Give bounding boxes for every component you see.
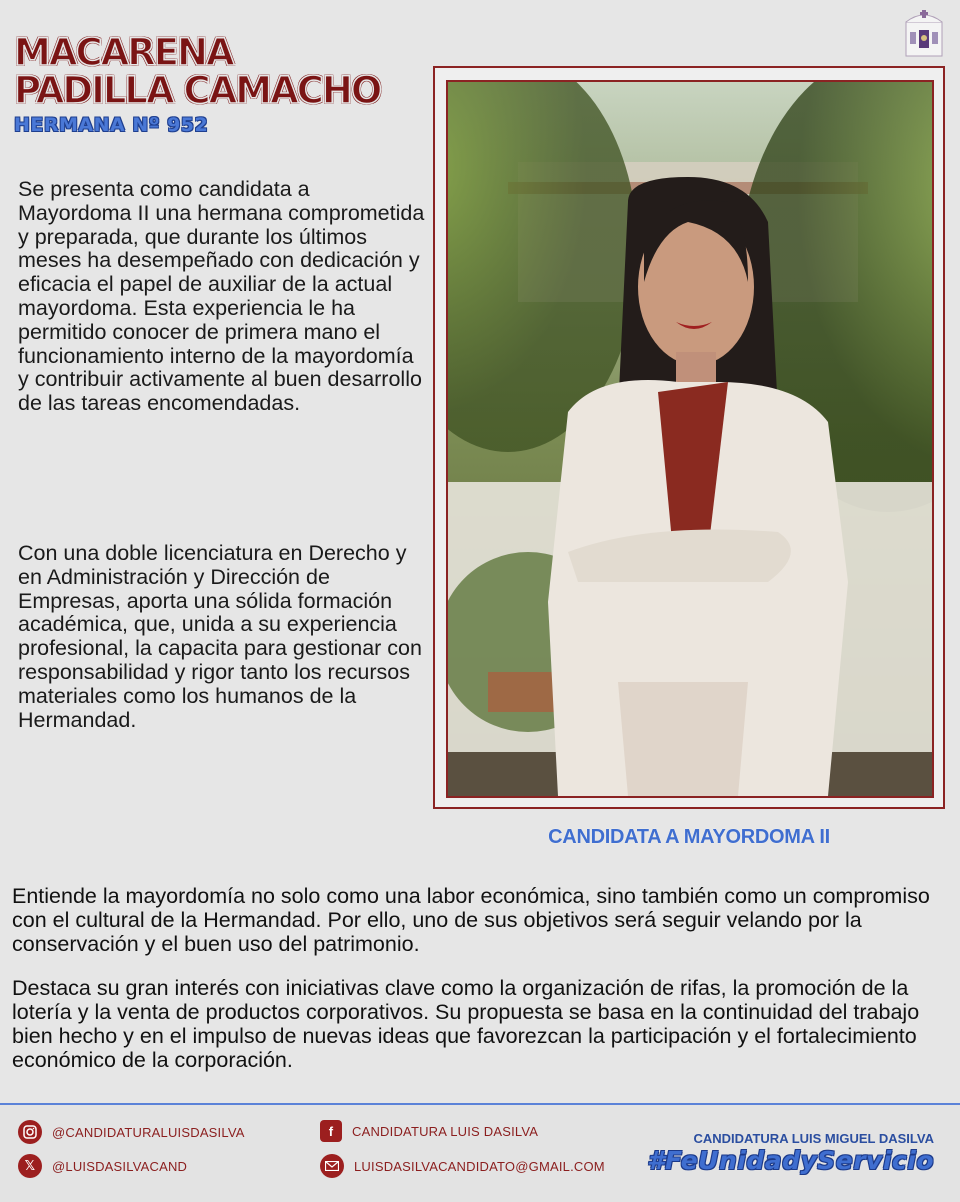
campaign-hashtag: #FeUnidadyServicio xyxy=(647,1146,934,1175)
x-icon: 𝕏 xyxy=(18,1154,42,1178)
email-address: LUISDASILVACANDIDATO@GMAIL.COM xyxy=(354,1158,605,1174)
body-text-1: Entiende la mayordomía no solo como una labor económica, sino también como un compromiso con el cultural de la Hermandad. Por ello, uno de sus objetivos será seguir velando por la conservación y el buen uso del patrimonio. xyxy=(12,884,930,956)
facebook-link[interactable] xyxy=(320,1120,538,1142)
candidate-name xyxy=(14,31,381,112)
bio-text-1: Se presenta como candidata a Mayordoma II una hermana comprometida y preparada, que durante los últimos meses ha desempeñado con dedicación y eficacia el papel de auxiliar de la actual mayordoma. Esta experiencia le ha permitido conocer de primera mano el funcionamiento interno de la mayordomía y contribuir activamente al buen desarrollo de las tareas encomendadas. xyxy=(18,177,425,416)
instagram-handle: @CANDIDATURALUISDASILVA xyxy=(52,1124,245,1140)
candidate-first-name: MACARENA xyxy=(14,31,233,74)
body-paragraph-1 xyxy=(12,884,948,956)
member-number: HERMANA Nº 952 xyxy=(14,114,209,136)
instagram-icon xyxy=(18,1120,42,1144)
body-text-2: Destaca su gran interés con iniciativas clave como la organización de rifas, la promoción de la lotería y la venta de productos corporativos. Su propuesta se basa en la continuidad del trabajo bien hecho y en el impulso de nuevas ideas que favorezcan la participación y el fortalecimiento económico de la corporación. xyxy=(12,976,920,1072)
bio-text-2: Con una doble licenciatura en Derecho y en Administración y Dirección de Empresas, aporta una sólida formación académica, que, unida a su experiencia profesional, la capacita para gestionar con responsabilidad y rigor tanto los recursos materiales como los humanos de la Hermandad. xyxy=(18,541,422,732)
x-handle: @LUISDASILVACAND xyxy=(52,1158,188,1174)
bio-paragraph-1 xyxy=(18,178,428,416)
brotherhood-crest-icon xyxy=(904,8,944,58)
campaign-title: CANDIDATURA LUIS MIGUEL DASILVA xyxy=(693,1131,934,1146)
candidate-photo xyxy=(446,80,934,798)
facebook-page: CANDIDATURA LUIS DASILVA xyxy=(352,1123,539,1139)
facebook-icon: f xyxy=(320,1120,342,1142)
instagram-link[interactable] xyxy=(18,1120,245,1144)
mail-icon xyxy=(320,1154,344,1178)
body-paragraph-2 xyxy=(12,976,948,1072)
email-link[interactable] xyxy=(320,1154,605,1178)
bio-paragraph-2 xyxy=(18,542,428,732)
x-link[interactable] xyxy=(18,1154,187,1178)
candidate-last-names: PADILLA CAMACHO xyxy=(14,69,381,112)
photo-caption: CANDIDATA A MAYORDOMA II xyxy=(548,826,830,848)
